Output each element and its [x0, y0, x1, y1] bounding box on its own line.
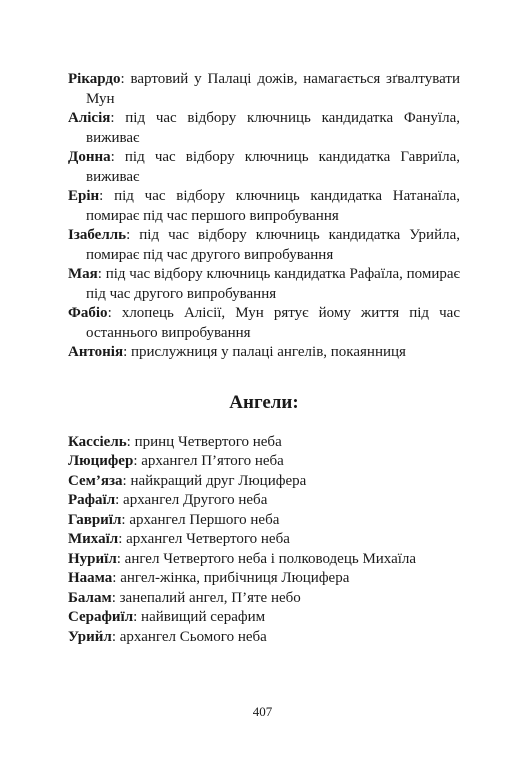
- character-name: Ерін: [68, 188, 100, 204]
- angel-entry: [68, 569, 460, 589]
- character-description: : під час відбору ключниць кандидатка Натанаїла, помирає під час першого випробування: [86, 188, 460, 224]
- angel-description: : ангел-жінка, прибічниця Люцифера: [112, 570, 350, 586]
- character-entry: [68, 148, 460, 187]
- character-entry: [68, 187, 460, 226]
- angel-name: Балам: [68, 589, 112, 606]
- angel-entry: [68, 608, 460, 628]
- angel-entry: [68, 491, 460, 511]
- angel-name: Сем’яза: [68, 472, 123, 489]
- character-description: : хлопець Алісії, Мун рятує йому життя під час останнього випробування: [86, 305, 460, 341]
- character-description: : під час відбору ключниць кандидатка Гавриїла, виживає: [86, 149, 460, 185]
- angel-description: : архангел Сьомого неба: [111, 628, 267, 645]
- angel-description: : найкращий друг Люцифера: [122, 472, 307, 489]
- angel-name: Кассіель: [68, 433, 127, 450]
- angel-description: : занепалий ангел, П’яте небо: [111, 589, 301, 606]
- character-entry: [68, 265, 460, 304]
- angel-entry: [68, 589, 460, 609]
- character-entry: [68, 109, 460, 148]
- character-name: Антонія: [68, 344, 124, 360]
- character-description: : під час відбору ключниць кандидатка Урийла, помирає під час другого випробування: [86, 227, 460, 263]
- character-entry: [68, 226, 460, 265]
- page-number: 407: [252, 704, 273, 719]
- angel-name: Люцифер: [68, 453, 134, 469]
- angel-entry: [68, 472, 460, 492]
- character-entry: [68, 304, 460, 343]
- character-name: Ізабелль: [68, 227, 127, 243]
- angel-name: Рафаїл: [68, 492, 116, 508]
- angel-entry: [68, 628, 460, 648]
- character-description: : під час відбору ключниць кандидатка Фануїла, виживає: [86, 110, 460, 146]
- angel-description: : ангел Четвертого неба і полководець Михаїла: [116, 550, 417, 567]
- angel-description: : архангел Четвертого неба: [118, 531, 290, 547]
- angel-entry: [68, 452, 460, 472]
- angel-description: : архангел Першого неба: [121, 511, 280, 528]
- character-name: Мая: [68, 266, 98, 282]
- angel-entry: [68, 530, 460, 550]
- character-description: : під час відбору ключниць кандидатка Рафаїла, помирає під час другого випробування: [86, 266, 460, 302]
- angels-list: [68, 433, 460, 648]
- angel-name: Михаїл: [68, 531, 119, 547]
- character-name: Фабіо: [68, 305, 108, 321]
- angel-description: : архангел Другого неба: [115, 492, 268, 508]
- character-description: : прислужниця у палаці ангелів, покаянниця: [123, 344, 406, 360]
- angel-name: Гавриїл: [68, 511, 122, 528]
- character-name: Алісія: [68, 110, 111, 126]
- angel-entry: [68, 511, 460, 531]
- page-content: [68, 70, 460, 647]
- angel-name: Серафиїл: [68, 609, 134, 625]
- angel-description: : найвищий серафим: [133, 609, 266, 625]
- angel-entry: [68, 433, 460, 453]
- angel-description: : принц Четвертого неба: [126, 433, 282, 450]
- angels-heading: Ангели:: [229, 391, 299, 413]
- character-list: [68, 70, 460, 363]
- angel-description: : архангел П’ятого неба: [133, 453, 284, 469]
- character-description: : вартовий у Палаці дожів, намагається зґвалтувати Мун: [86, 71, 460, 107]
- character-name: Донна: [68, 149, 111, 165]
- character-name: Рікардо: [68, 71, 121, 87]
- angel-name: Урийл: [68, 628, 112, 645]
- angel-name: Наама: [68, 570, 113, 586]
- character-entry: [68, 343, 460, 363]
- character-entry: [68, 70, 460, 109]
- angel-entry: [68, 550, 460, 570]
- angel-name: Нуриїл: [68, 550, 117, 567]
